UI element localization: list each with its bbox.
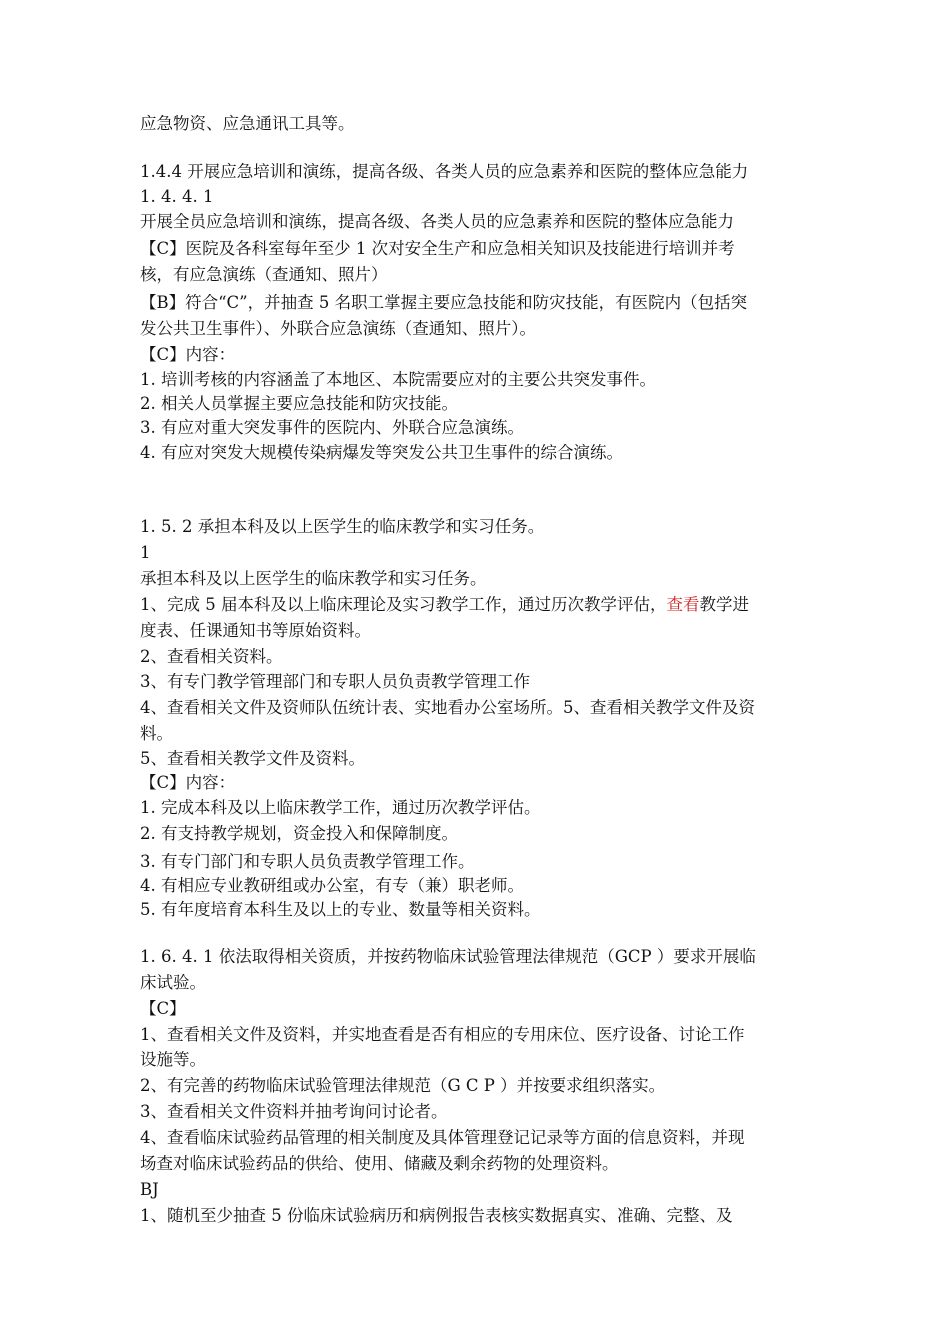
text-line: 2、有完善的药物临床试验管理法律规范（G C P ）并按要求组织落实。 <box>140 1076 666 1095</box>
list-item: 3. 有专门部门和专职人员负责教学管理工作。 <box>140 852 475 871</box>
text-segment: 教学进 <box>699 595 749 614</box>
list-item: 1. 完成本科及以上临床教学工作，通过历次教学评估。 <box>140 798 541 817</box>
list-item: 4. 有相应专业教研组或办公室，有专（兼）职老师。 <box>140 876 524 895</box>
highlighted-text: 查看 <box>666 595 700 614</box>
item-title: 承担本科及以上医学生的临床教学和实习任务。 <box>140 569 487 588</box>
section-heading: 1.4.4 开展应急培训和演练，提高各级、各类人员的应急素养和医院的整体应急能力 <box>140 162 749 181</box>
text-line: 发公共卫生事件）、外联合应急演练（查通知、照片）。 <box>140 319 536 338</box>
text-line: 核，有应急演练（查通知、照片） <box>140 265 388 284</box>
text-line: 场查对临床试验药品的供给、使用、储藏及剩余药物的处理资料。 <box>140 1154 619 1173</box>
list-item: 2. 相关人员掌握主要应急技能和防灾技能。 <box>140 394 458 413</box>
text-line: 1、查看相关文件及资料，并实地查看是否有相应的专用床位、医疗设备、讨论工作 <box>140 1025 745 1044</box>
text-line: 4、查看临床试验药品管理的相关制度及具体管理登记记录等方面的信息资料，并现 <box>140 1128 745 1147</box>
item-title: 开展全员应急培训和演练，提高各级、各类人员的应急素养和医院的整体应急能力 <box>140 212 734 231</box>
list-item: 5. 有年度培育本科生及以上的专业、数量等相关资料。 <box>140 900 541 919</box>
grade-label: BJ <box>140 1180 159 1199</box>
text-line <box>140 593 830 617</box>
text-line: 【C】医院及各科室每年至少 1 次对安全生产和应急相关知识及技能进行培训并考 <box>140 239 735 258</box>
text-line: 【C】内容： <box>140 773 236 792</box>
text-line: 4、查看相关文件及资师队伍统计表、实地看办公室场所。5、查看相关教学文件及资 <box>140 698 755 717</box>
item-number: 1 <box>140 543 151 562</box>
grade-label: 【C】 <box>140 999 186 1018</box>
text-line: 1、随机至少抽查 5 份临床试验病历和病例报告表核实数据真实、准确、完整、及 <box>140 1206 733 1225</box>
section-heading: 1. 6. 4. 1 依法取得相关资质，并按药物临床试验管理法律规范（GCP ）要求开展临 <box>140 947 756 966</box>
text-line: 【C】内容： <box>140 345 236 364</box>
section-heading: 1. 5. 2 承担本科及以上医学生的临床教学和实习任务。 <box>140 517 545 536</box>
text-line: 【B】符合“C”，并抽查 5 名职工掌握主要应急技能和防灾技能，有医院内（包括突 <box>140 293 748 312</box>
text-line: 5、查看相关教学文件及资料。 <box>140 749 365 768</box>
text-line: 3、有专门教学管理部门和专职人员负责教学管理工作 <box>140 672 530 691</box>
list-item: 3. 有应对重大突发事件的医院内、外联合应急演练。 <box>140 418 524 437</box>
text-line: 床试验。 <box>140 973 206 992</box>
text-line: 料。 <box>140 724 173 743</box>
list-item: 1. 培训考核的内容涵盖了本地区、本院需要应对的主要公共突发事件。 <box>140 370 656 389</box>
text-line: 2、查看相关资料。 <box>140 647 283 666</box>
text-line: 应急物资、应急通讯工具等。 <box>140 114 355 133</box>
text-line: 设施等。 <box>140 1050 206 1069</box>
text-line: 3、查看相关文件资料并抽考询问讨论者。 <box>140 1102 448 1121</box>
item-number: 1. 4. 4. 1 <box>140 187 214 206</box>
list-item: 4. 有应对突发大规模传染病爆发等突发公共卫生事件的综合演练。 <box>140 443 623 462</box>
text-line: 度表、任课通知书等原始资料。 <box>140 621 371 640</box>
text-segment: 1、完成 5 届本科及以上临床理论及实习教学工作，通过历次教学评估， <box>140 595 667 614</box>
list-item: 2. 有支持教学规划，资金投入和保障制度。 <box>140 824 458 843</box>
